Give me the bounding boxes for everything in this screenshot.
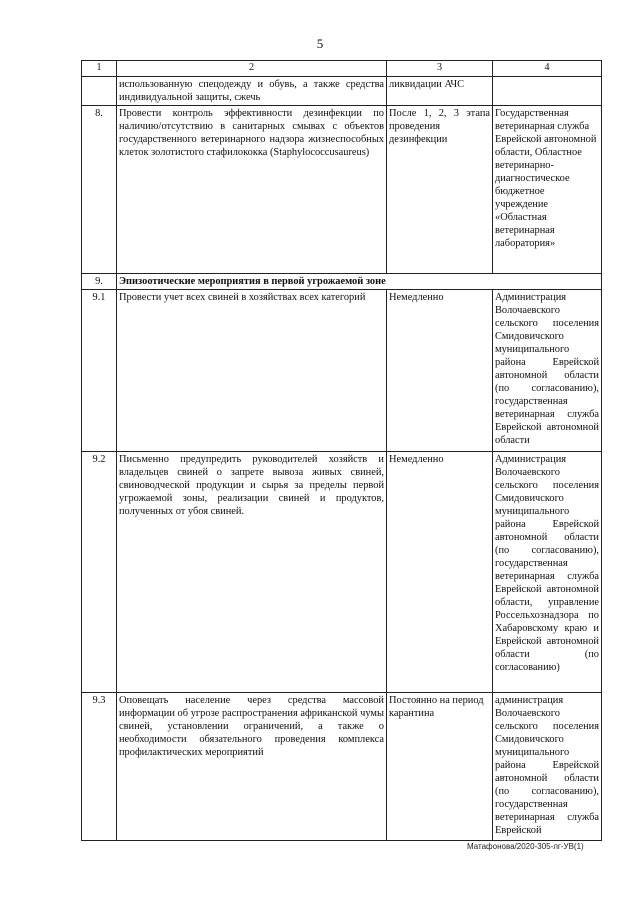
header-cell-2: 2 [117, 61, 387, 77]
row-number: 9.2 [82, 451, 117, 692]
document-footer-code: Матафонова/2020-305-лг-УВ(1) [467, 842, 584, 851]
row-term: Немедленно [387, 289, 493, 451]
row-responsible: Администрация Волочаевского сельского поселения Смидовичского муниципального района Еврейской автономной области (по согласованию), государственная ветеринарная служба Еврейской автономной области, управление Россельхознадзора по Хабаровскому краю и Еврейской автономной области (по согласованию) [493, 451, 602, 692]
page-number: 5 [316, 36, 324, 51]
row-action: использованную спецодежду и обувь, а также средства индивидуальной защиты, сжечь [117, 76, 387, 105]
row-action: Письменно предупредить руководителей хозяйств и владельцев свиней о запрете вывоза живых свиней, свиноводческой продукции и сырья за пределы первой угрожаемой зоны, реализации свиней и продуктов, полученных от убоя свиней. [117, 451, 387, 692]
row-responsible: Администрация Волочаевского сельского поселения Смидовичского муниципального района Еврейской автономной области (по согласованию), государственная ветеринарная служба Еврейской автономной области [493, 289, 602, 451]
table-row [82, 692, 602, 840]
row-term: После 1, 2, 3 этапа проведения дезинфекции [387, 105, 493, 273]
row-responsible: Государственная ветеринарная служба Еврейской автономной области, Областное ветеринарно-диагностическое бюджетное учреждение «Областная ветеринарная лаборатория» [493, 105, 602, 273]
row-number [82, 76, 117, 105]
row-term: Немедленно [387, 451, 493, 692]
header-cell-1: 1 [82, 61, 117, 77]
section-title: Эпизоотические мероприятия в первой угрожаемой зоне [117, 273, 602, 289]
row-number: 8. [82, 105, 117, 273]
table-row [82, 451, 602, 692]
measures-table [81, 60, 602, 841]
header-cell-3: 3 [387, 61, 493, 77]
section-row [82, 273, 602, 289]
row-responsible: администрация Волочаевского сельского поселения Смидовичского муниципального района Еврейской автономной области (по согласованию), государственная ветеринарная служба Еврейской [493, 692, 602, 840]
table-header-row [82, 61, 602, 77]
row-action: Провести контроль эффективности дезинфекции по наличию/отсутствию в санитарных смывах с объектов государственного ветеринарного надзора жизнеспособных клеток золотистого стафилококка (Staphylococcusaureus) [117, 105, 387, 273]
row-term: Постоянно на период карантина [387, 692, 493, 840]
row-number: 9.1 [82, 289, 117, 451]
row-action: Оповещать население через средства массовой информации об угрозе распространения африканской чумы свиней, установлении ограничений, а также о необходимости обязательного проведения комплекса профилактических мероприятий [117, 692, 387, 840]
table-row [82, 105, 602, 273]
row-number: 9. [82, 273, 117, 289]
header-cell-4: 4 [493, 61, 602, 77]
table-row [82, 289, 602, 451]
row-action: Провести учет всех свиней в хозяйствах всех категорий [117, 289, 387, 451]
row-term: ликвидации АЧС [387, 76, 493, 105]
row-responsible [493, 76, 602, 105]
table-row [82, 76, 602, 105]
row-number: 9.3 [82, 692, 117, 840]
